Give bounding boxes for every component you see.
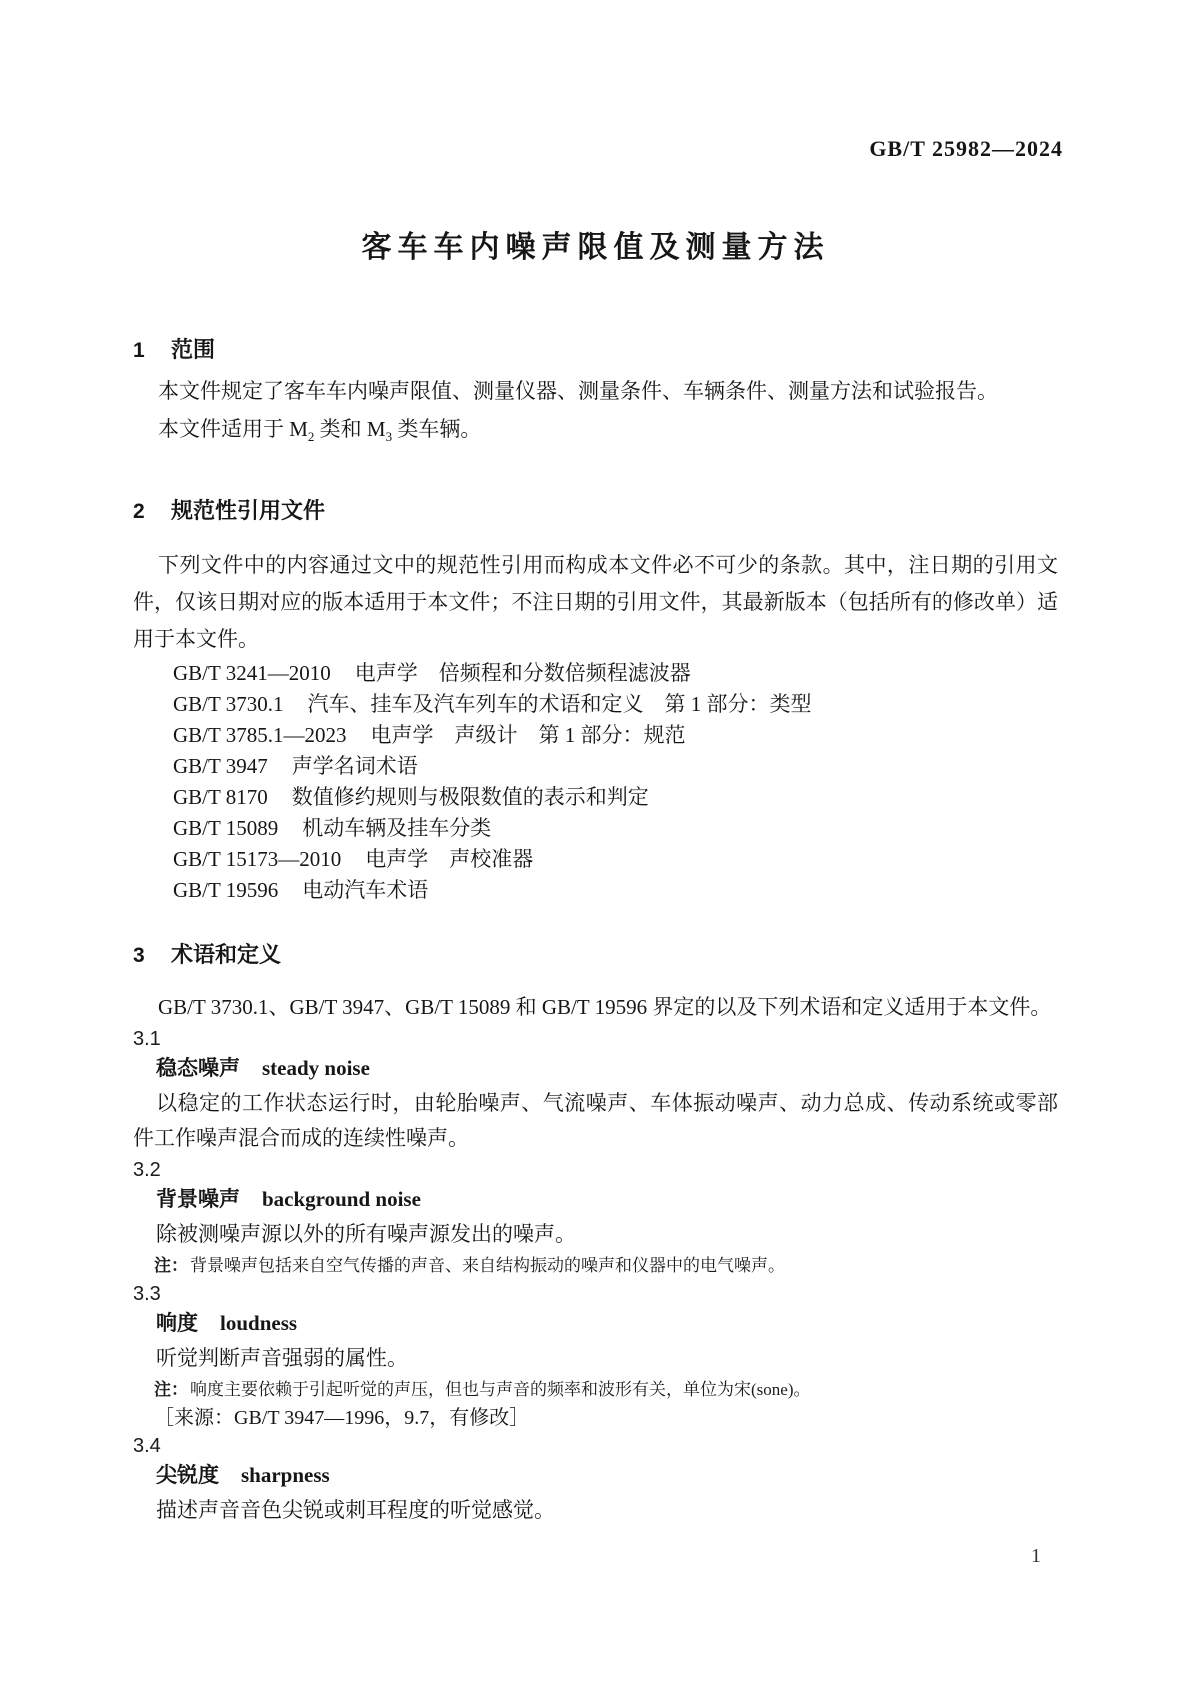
reference-title: 电声学 声校准器 xyxy=(365,847,534,871)
document-title: 客车车内噪声限值及测量方法 xyxy=(361,231,830,264)
section-1-heading xyxy=(133,337,1058,364)
scope-p2-post: 类车辆。 xyxy=(392,417,482,441)
reference-item xyxy=(173,844,1058,875)
term-definition: 除被测噪声源以外的所有噪声源发出的噪声。 xyxy=(156,1222,576,1246)
term-definition: 听觉判断声音强弱的属性。 xyxy=(156,1346,408,1370)
term-definition: 描述声音音色尖锐或刺耳程度的听觉感觉。 xyxy=(156,1498,555,1522)
reference-item xyxy=(173,658,1058,689)
reference-title: 声学名词术语 xyxy=(291,754,418,778)
term-title-line xyxy=(133,1308,1058,1341)
reference-title: 电动汽车术语 xyxy=(302,878,429,902)
term-source: ［来源：GB/T 3947—1996，9.7，有修改］ xyxy=(154,1407,530,1429)
term-title-line xyxy=(133,1053,1058,1086)
reference-item xyxy=(173,720,1058,751)
section-3-heading xyxy=(133,942,1058,969)
reference-item xyxy=(173,689,1058,720)
reference-title: 电声学 声级计 第 1 部分：规范 xyxy=(370,723,686,747)
section-2-title: 规范性引用文件 xyxy=(171,498,326,523)
term-en: steady noise xyxy=(262,1056,370,1080)
term-note xyxy=(133,1376,1058,1404)
reference-code: GB/T 3947 xyxy=(173,754,268,778)
note-text: 响度主要依赖于引起听觉的声压，但也与声音的频率和波形有关，单位为宋(sone)。 xyxy=(190,1380,811,1399)
m3-subscript: 3 xyxy=(385,429,393,445)
m2-subscript: 2 xyxy=(307,429,315,445)
clause-number: 3.2 xyxy=(133,1159,161,1181)
term-note xyxy=(133,1252,1058,1280)
term-block-3-3 xyxy=(133,1280,1058,1432)
reference-title: 数值修约规则与极限数值的表示和判定 xyxy=(291,785,649,809)
term-zh: 尖锐度 xyxy=(156,1464,219,1487)
scope-paragraph-2 xyxy=(133,410,1058,448)
note-label: 注： xyxy=(154,1256,188,1275)
term-title-line xyxy=(133,1460,1058,1493)
reference-item xyxy=(173,813,1058,844)
reference-code: GB/T 3241—2010 xyxy=(173,661,331,685)
reference-title: 汽车、挂车及汽车列车的术语和定义 第 1 部分：类型 xyxy=(307,692,812,716)
section-2-heading xyxy=(133,498,1058,525)
section-2-number: 2 xyxy=(133,500,145,523)
reference-code: GB/T 15173—2010 xyxy=(173,847,342,871)
clause-number: 3.4 xyxy=(133,1435,161,1457)
reference-code: GB/T 3730.1 xyxy=(173,692,284,716)
section-3-number: 3 xyxy=(133,944,145,967)
term-zh: 背景噪声 xyxy=(156,1188,240,1211)
note-label: 注： xyxy=(154,1380,188,1399)
normative-references-intro: 下列文件中的内容通过文中的规范性引用而构成本文件必不可少的条款。其中，注日期的引用文件，仅该日期对应的版本适用于本文件；不注日期的引用文件，其最新版本（包括所有的修改单）适用于本文件。 xyxy=(133,553,1058,651)
term-definition: 以稳定的工作状态运行时，由轮胎噪声、气流噪声、车体振动噪声、动力总成、传动系统或零部件工作噪声混合而成的连续性噪声。 xyxy=(133,1091,1058,1150)
term-en: sharpness xyxy=(241,1463,330,1487)
term-block-3-4 xyxy=(133,1432,1058,1528)
standard-code: GB/T 25982—2024 xyxy=(869,136,1063,161)
reference-code: GB/T 15089 xyxy=(173,816,279,840)
term-en: loudness xyxy=(220,1311,298,1335)
clause-number: 3.1 xyxy=(133,1028,161,1050)
term-title-line xyxy=(133,1184,1058,1217)
reference-item xyxy=(173,875,1058,906)
normative-references-list xyxy=(133,658,1058,906)
term-en: background noise xyxy=(262,1187,421,1211)
reference-item xyxy=(173,751,1058,782)
page-number: 1 xyxy=(1031,1545,1041,1567)
reference-title: 电声学 倍频程和分数倍频程滤波器 xyxy=(354,661,691,685)
reference-code: GB/T 3785.1—2023 xyxy=(173,723,347,747)
terms-intro: GB/T 3730.1、GB/T 3947、GB/T 15089 和 GB/T 19596 界定的以及下列术语和定义适用于本文件。 xyxy=(158,995,1052,1019)
section-1-number: 1 xyxy=(133,339,145,362)
scope-paragraph-1: 本文件规定了客车车内噪声限值、测量仪器、测量条件、车辆条件、测量方法和试验报告。 xyxy=(158,379,998,403)
reference-code: GB/T 19596 xyxy=(173,878,279,902)
reference-title: 机动车辆及挂车分类 xyxy=(302,816,492,840)
term-zh: 稳态噪声 xyxy=(156,1057,240,1080)
term-zh: 响度 xyxy=(156,1312,198,1335)
scope-p2-mid: 类和 M xyxy=(314,417,386,441)
note-text: 背景噪声包括来自空气传播的声音、来自结构振动的噪声和仪器中的电气噪声。 xyxy=(190,1256,785,1275)
page-content xyxy=(133,0,1058,1528)
scope-p2-pre: 本文件适用于 M xyxy=(158,417,308,441)
reference-code: GB/T 8170 xyxy=(173,785,268,809)
section-3-title: 术语和定义 xyxy=(171,942,282,967)
reference-item xyxy=(173,782,1058,813)
term-block-3-2 xyxy=(133,1156,1058,1280)
term-block-3-1 xyxy=(133,1025,1058,1156)
clause-number: 3.3 xyxy=(133,1283,161,1305)
section-1-title: 范围 xyxy=(171,337,216,362)
